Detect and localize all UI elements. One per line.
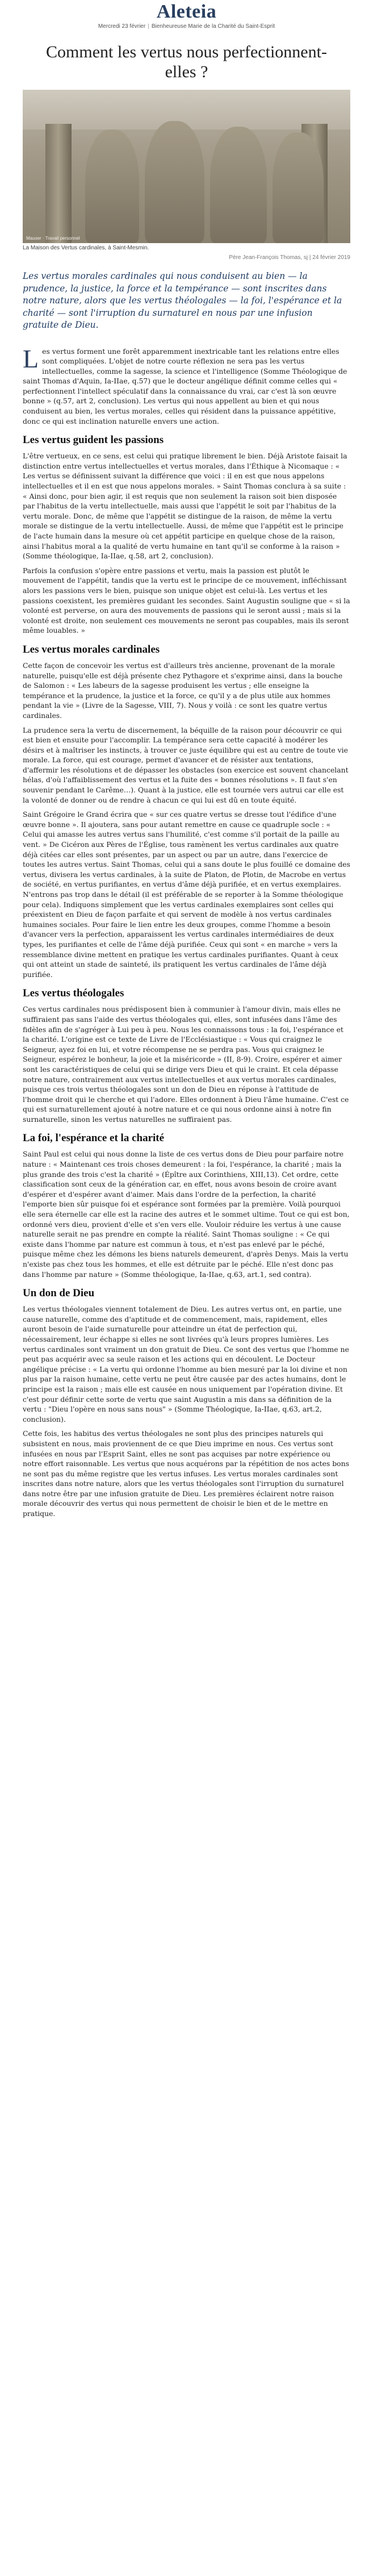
date: Mercredi 23 février — [98, 23, 146, 30]
image-credit: Mauser · Travail personnel — [26, 236, 80, 241]
drop-cap: L — [23, 344, 39, 373]
paragraph: Les vertus théologales viennent totalement de Dieu. Les autres vertus ont, en partie, une cause naturelle, comme des d'aptitude et de commencement, mais, rapidement, elles auront besoin de l'aide surnaturelle pour atteindre un état de perfection qui, nécessairement, leur échappe si elles ne sont livrées qu'à leurs propres lumières. Les vertus cardinales sont vraiment un don gratuit de Dieu. Ce sont des vertus que l'homme ne peut pas acquérir avec sa seule raison et les actions qui en découlent. Le Docteur angélique précise : « La vertu qui ordonne l'homme au bien mesuré par la loi divine et non plus par la raison humaine, cette vertu ne peut être causée par des actes humains, dont le principe est la raison ; mais elle est causée en nous uniquement par l'opération divine. Et c'est pour définir cette sorte de vertu que saint Augustin a mis dans sa définition de la vertu : "Dieu l'opère en nous sans nous" » (Somme Théologique, Ia-IIae, q.63, art.2, conclusion). — [23, 1305, 349, 1423]
dateline — [0, 23, 373, 31]
paragraph: Saint Grégoire le Grand écrira que « sur ces quatre vertus se dresse tout l'édifice d'une œuvre bonne ». Il ajoutera, sans pour autant remettre en cause ce quadruple socle : « Celui qui amasse les autres vertus sans l'humilité, c'est comme s'il portait de la paille au vent. » De Cicéron aux Pères de l'Église, tous ramènent les vertus cardinales aux quatre déjà citées car elles sont présentes, par un aspect ou par un autre, dans l'exercice de toutes les autres vertus. Saint Thomas, celui qui a sans doute le plus fouillé ce domaine des vertus, divisera les vertus cardinales, à la suite de Platon, de Plotin, de Macrobe en vertus de société, en vertus purifiantes, en vertus d'âme déjà purifiée, et en vertus exemplaires. N'entrons pas trop dans le détail (il est préférable de se reporter à la Somme théologique pour cela). Indiquons simplement que les vertus cardinales exemplaires sont celles qui préexistent en Dieu de façon parfaite et qui servent de modèle à nos vertus cardinales humaines sociales. Pour faire le lien entre les deux groupes, comme l'homme a besoin d'avancer vers la perfection, apparaissent les vertus cardinales intermédiaires de deux types, les purifiantes et celle de l'âme déjà purifiée. Ceux qui sont « en marche » vers la ressemblance divine mettent en pratique les vertus cardinales purifiantes. Quant à ceux qui ont atteint un stade de sainteté, ils pratiquent les vertus cardinales de l'âme déjà purifiée. — [23, 810, 350, 979]
section-heading: La foi, l'espérance et la charité — [23, 1132, 165, 1145]
site-logo[interactable]: Aleteia — [156, 1, 217, 22]
byline[interactable]: Père Jean-François Thomas, sj | 24 février 2019 — [229, 254, 350, 261]
hero-statue — [210, 127, 267, 243]
section-heading: Les vertus morales cardinales — [23, 643, 160, 656]
intro-paragraph — [23, 346, 350, 427]
article-title: Comment les vertus nous perfectionnent-elles ? — [46, 43, 327, 81]
section-heading: Un don de Dieu — [23, 1287, 95, 1300]
paragraph: L'être vertueux, en ce sens, est celui qui pratique librement le bien. Déjà Aristote faisait la distinction entre vertus intellectuelles et vertus morales, dans l'Éthique à Nicomaque : « Les vertus se définissent suivant la différence que voici : il en est que nous appelons intellectuelles et il en est que nous appelons morales. » Saint Thomas conclura à sa suite : « Ainsi donc, pour bien agir, il est requis que non seulement la raison soit bien disposée par l'habitus de la vertu intellectuelle, mais aussi que l'appétit le soit par l'habitus de la vertu morale. Donc, de même que l'appétit se distingue de la raison, de même la vertu morale se distingue de la vertu intellectuelle. Aussi, de même que l'appétit est le principe de l'acte humain dans la mesure où cet appétit participe en quelque chose de la raison, ainsi l'habitus moral a la qualité de vertu humaine en tant qu'il se conforme à la raison » (Somme théologique, Ia-IIae, q.58, art 2, conclusion). — [23, 452, 347, 561]
paragraph: Cette fois, les habitus des vertus théologales ne sont plus des principes naturels qui subsistent en nous, mais proviennent de ce que Dieu imprime en nous. Ces vertus sont infusées en nous par l'Esprit Saint, elles ne sont pas acquises par notre expérience ou notre effort raisonnable. Les vertus que nous acquérons par la répétition de nos actes bons ne sont pas du même registre que les vertus infuses. Les vertus morales cardinales sont inscrites dans notre nature, alors que les vertus théologales sont l'irruption du surnaturel dans notre être par une infusion gratuite de Dieu. Les premières éclairent notre raison morale découvrir des vertus qui nous permettent de choisir le bien et de le mettre en pratique. — [23, 1429, 349, 1518]
dateline-separator: | — [148, 23, 149, 30]
paragraph: La prudence sera la vertu de discernement, la béquille de la raison pour découvrir ce qui est bien et ensuite pour l'accomplir. La tempérance sera cette capacité à modérer les désirs et à maîtriser les instincts, à trouver ce juste équilibre qui est au centre de toute vie morale. La force, qui est courage, permet d'avancer et de résister aux tentations, d'affermir les résolutions et de dépasser les obstacles (son exercice est souvent chancelant hélas, d'où l'affaiblissement des vertus et la fuite des « bonnes résolutions ». Il faut s'en souvenir pendant le Carême…). Quant à la justice, elle est tournée vers autrui car elle est la volonté de donner ou de rendre à chacun ce qui lui est dû en toute équité. — [23, 725, 349, 804]
intro-text: es vertus forment une forêt apparemment inextricable tant les relations entre elles sont compliquées. L'objet de notre courte réflexion ne sera pas les vertus intellectuelles, comme la sagesse, la science et l'intelligence (Somme Théologique de saint Thomas d'Aquin, Ia-IIae, q.57) que le docteur angélique définit comme celles qui « perfectionnent l'intellect spéculatif dans la connaissance du vrai, car c'est là son œuvre bonne » (q.57, art 2, conclusion). Les vertus qui nous appellent au bien et qui nous conduisent au bien, les vertus morales, celles qui résident dans la puissance appétitive, donc ce qui est inclination naturelle envers une action. — [23, 346, 347, 425]
paragraph: Ces vertus cardinales nous prédisposent bien à communier à l'amour divin, mais elles ne suffiraient pas sans l'aide des vertus théologales qui, elles, sont infusées dans l'âme des fidèles afin de s'agréger à Lui peu à peu. Nous les connaissons tous : la foi, l'espérance et la charité. L'origine est ce texte de Livre de l'Ecclésiastique : « Vous qui craignez le Seigneur, ayez foi en lui, et votre récompense ne se perdra pas. Vous qui craignez le Seigneur, espérez le bonheur, la joie et la miséricorde » (II, 8-9). Croire, espérer et aimer sont les caractéristiques de celui qui se dirige vers Dieu et qui le craint. Et cela dépasse notre nature, contrairement aux vertus intellectuelles et aux vertus morales cardinales, puisque ces trois vertus théologales sont un don de Dieu en réponse à l'attitude de l'homme droit qui le cherche et qui l'adore. Elles ordonnent à Dieu l'âme humaine. C'est ce qui est surnaturellement ajouté à notre nature et ce qui nous ordonne ainsi à notre fin surnaturelle, sinon les vertus naturelles ne suffiraient pas. — [23, 1005, 349, 1124]
paragraph: Saint Paul est celui qui nous donne la liste de ces vertus dons de Dieu pour parfaire notre nature : « Maintenant ces trois choses demeurent : la foi, l'espérance, la charité ; mais la plus grande des trois c'est la charité » (Épître aux Corinthiens, XIII,13). Cet ordre, cette classification sont ceux de la génération car, en effet, nous avons besoin de croire avant d'espérer et d'espérer avant d'aimer. Mais dans l'ordre de la perfection, la charité l'emporte bien sûr puisque foi et espérance sont formées par la première. Voilà pourquoi elle sera éternelle car elle est la racine des autres et le sommet ultime. Tout ce qui est bon, ordonné vers dieu, provient d'elle et s'en vers elle. Vouloir réduire les vertus à une cause naturelle serait ne pas prendre en compte la réalité. Saint Thomas souligne : « Ce qui existe dans l'homme par nature est commun à tous, et n'est pas enlevé par le péché, puisque même chez les démons les biens naturels demeurent, d'après Denys. Mais la vertu n'existe pas chez tous les hommes, et elle est détruite par le péché. Elle n'est donc pas dans l'homme par nature » (Somme théologique, Ia-IIae, q.63, art.1, sed contra). — [23, 1150, 350, 1279]
paragraph: Cette façon de concevoir les vertus est d'ailleurs très ancienne, provenant de la morale naturelle, puisqu'elle est déjà présente chez Pythagore et s'exprime ainsi, dans la bouche de Salomon : « Les labeurs de la sagesse produisent les vertus ; elle enseigne la tempérance et la prudence, la justice et la force, ce qu'il y a de plus utile aux hommes pendant la vie » (Livre de la Sagesse, VIII, 7). Nous y voilà : ce sont les quatre vertus cardinales. — [23, 661, 343, 720]
image-caption: La Maison des Vertus cardinales, à Saint-Mesmin. — [23, 245, 149, 251]
hero-image — [23, 90, 350, 243]
hero-column-left — [45, 124, 72, 243]
hero-statue — [85, 130, 139, 243]
article-lead: Les vertus morales cardinales qui nous conduisent au bien — la prudence, la justice, la force et la tempérance — sont inscrites dans notre nature, alors que les vertus théologales — la foi, l'espérance et la charité — sont l'irruption du surnaturel en nous par une infusion gratuite de Dieu. — [23, 271, 342, 330]
section-heading: Les vertus guident les passions — [23, 434, 164, 446]
hero-statue — [273, 132, 324, 243]
hero-statue — [145, 121, 204, 243]
paragraph: Parfois la confusion s'opère entre passions et vertu, mais la passion est plutôt le mouvement de l'appétit, tandis que la vertu est le principe de ce mouvement, infléchissant alors les passions vers le bien, puisque son unique objet est celui-là. Les vertus et les passions coexistent, les premières guidant les secondes. Saint Augustin souligne que « si la volonté est perverse, on aura des mouvements de passions qui le seront aussi ; mais si la volonté est droite, non seulement ces mouvements ne seront pas coupables, mais ils seront même louables. » — [23, 566, 350, 635]
saint-of-day[interactable]: Bienheureuse Marie de la Charité du Saint-Esprit — [151, 23, 275, 30]
section-heading: Les vertus théologales — [23, 987, 124, 1000]
masthead — [0, 0, 373, 31]
article-body — [23, 346, 350, 1519]
